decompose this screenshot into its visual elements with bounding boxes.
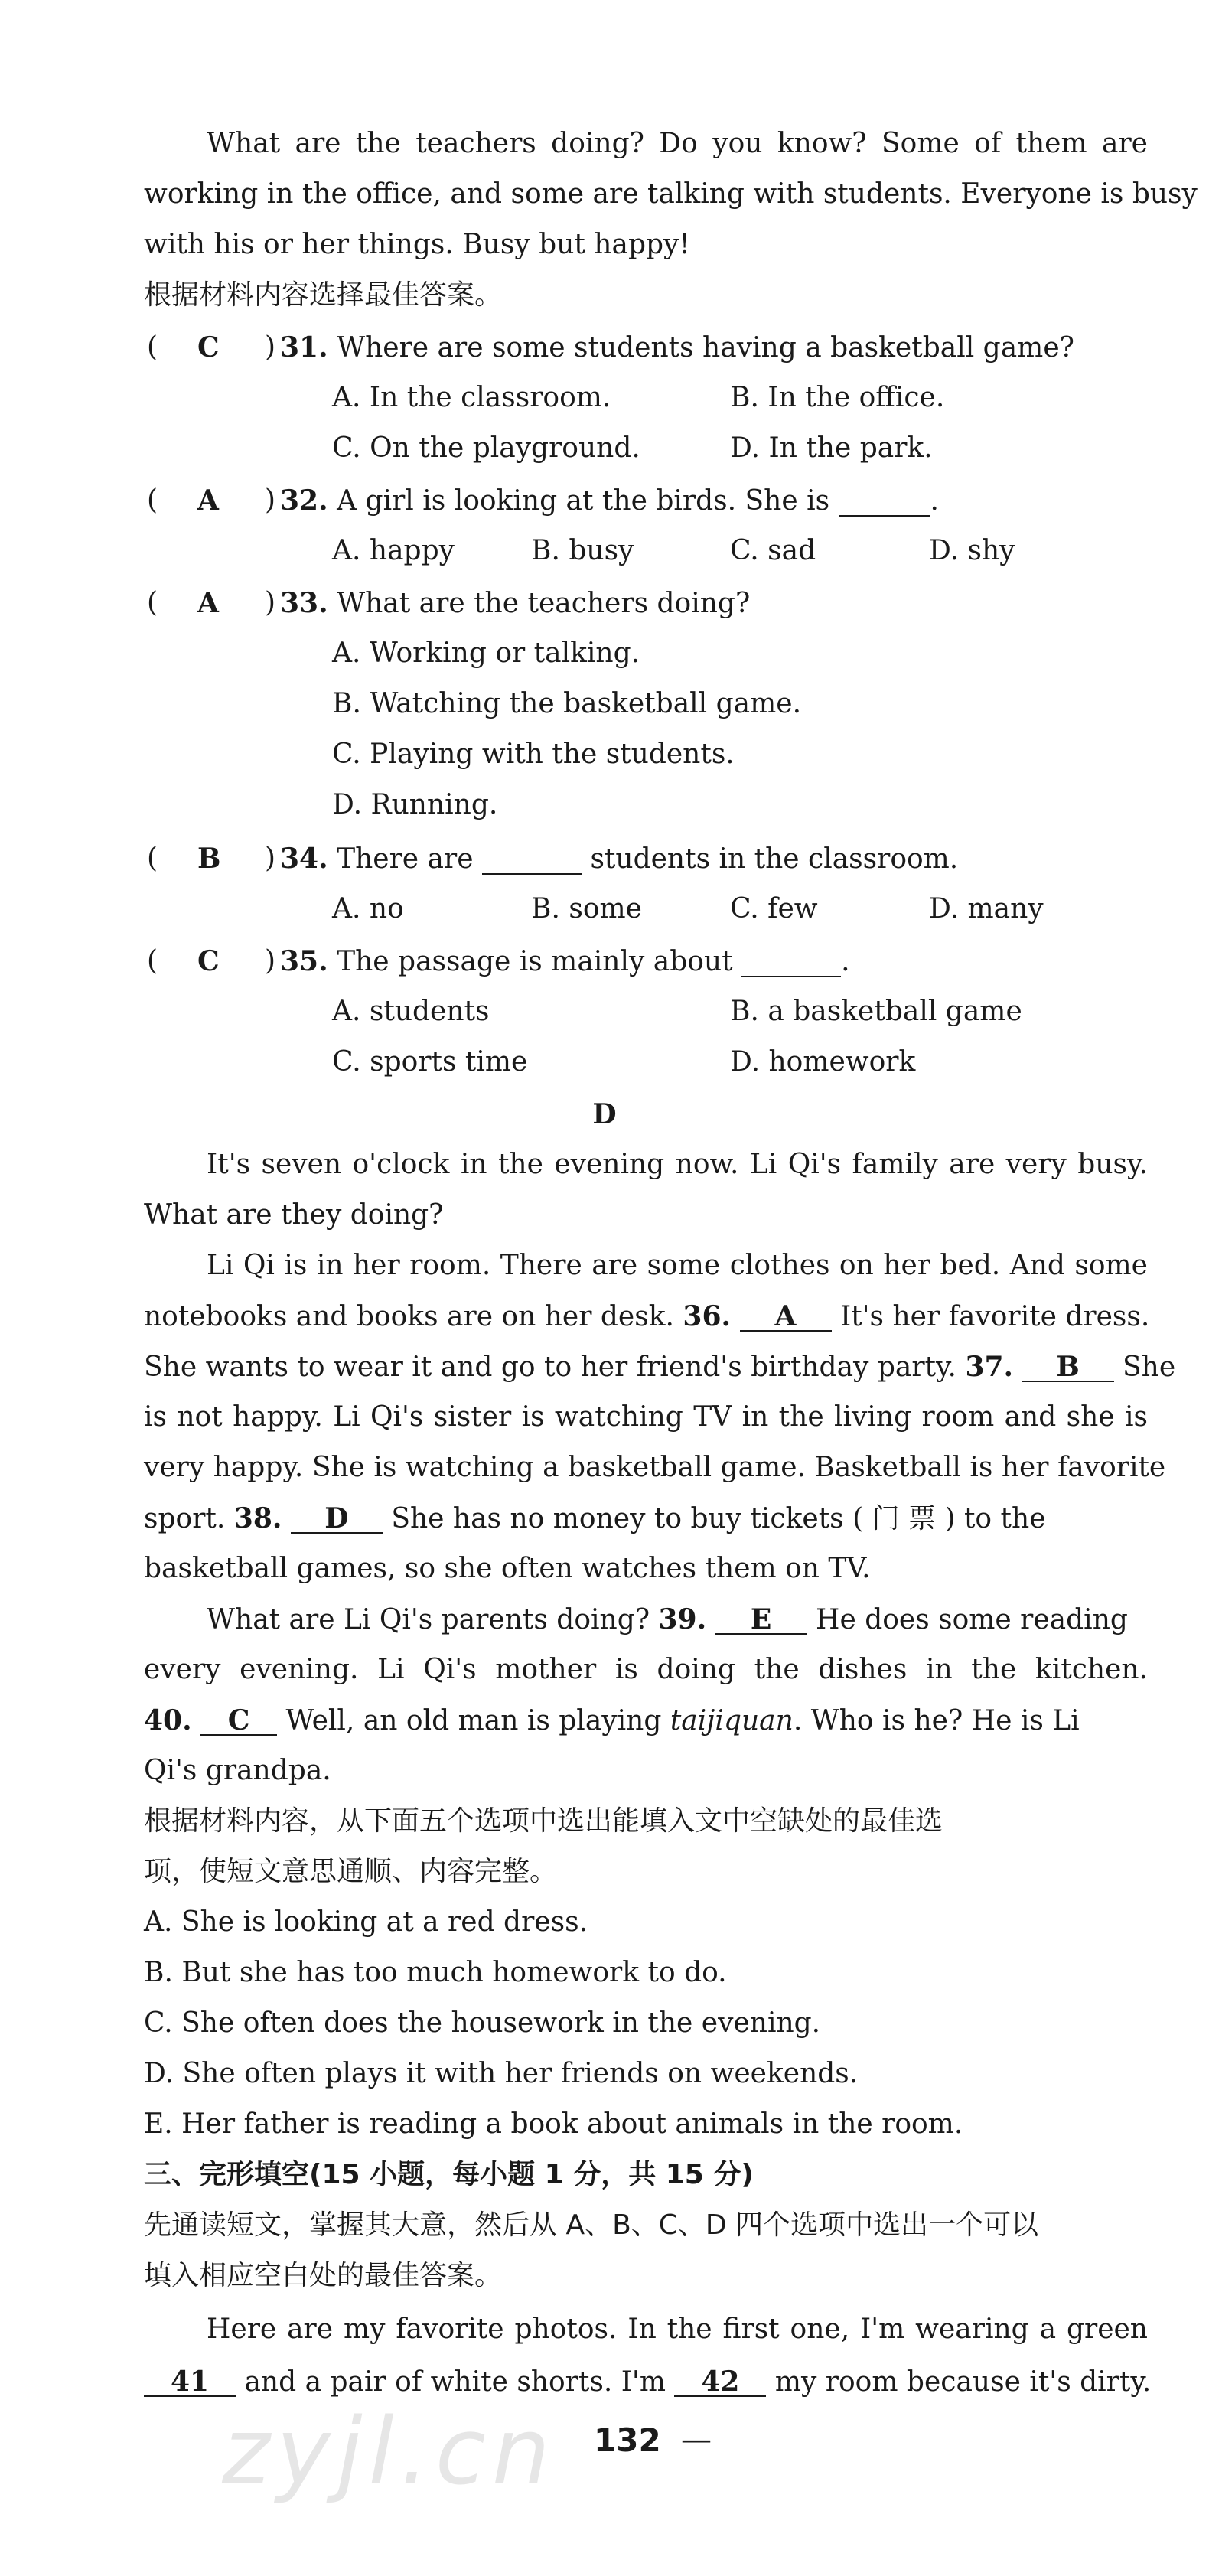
open-paren: ( xyxy=(147,484,158,516)
choice-option: E. Her father is reading a book about animals in the room. xyxy=(144,2108,963,2140)
question-number: 34. xyxy=(280,843,328,875)
option-a: A. happy xyxy=(332,535,455,566)
answer-blank xyxy=(482,846,582,875)
cloze-blank: 42 xyxy=(674,2368,766,2397)
question-text: What are the teachers doing? xyxy=(337,588,751,619)
question-stem: 32. A girl is looking at the birds. She is . xyxy=(280,484,939,517)
blank-number: 36. xyxy=(683,1300,732,1332)
passage-line: basketball games, so she often watches them on TV. xyxy=(144,1553,871,1584)
blank-number: 39. xyxy=(658,1603,707,1635)
passage-line: is not happy. Li Qi's sister is watching TV in the living room and she is xyxy=(144,1401,1148,1433)
option-b: B. a basketball game xyxy=(730,996,1022,1027)
option-a: A. Working or talking. xyxy=(332,637,640,669)
option-b: B. In the office. xyxy=(730,382,945,413)
close-paren: ) xyxy=(265,843,276,874)
blank-number: 40. xyxy=(144,1704,192,1736)
option-d: D. In the park. xyxy=(730,432,933,464)
blank-number: 38. xyxy=(233,1502,282,1534)
passage-line: What are they doing? xyxy=(144,1199,444,1231)
watermark-logo: zyjl.cn xyxy=(222,2399,556,2506)
answer-mark: C xyxy=(197,945,220,977)
option-c: C. few xyxy=(730,893,818,924)
passage-line: very happy. She is watching a basketball game. Basketball is her favorite xyxy=(144,1452,1166,1483)
open-paren: ( xyxy=(147,843,158,874)
page-dash: — xyxy=(681,2422,712,2457)
open-paren: ( xyxy=(147,945,158,977)
question-stem xyxy=(280,589,750,618)
option-a: A. no xyxy=(332,893,404,924)
section-heading: D xyxy=(592,1098,617,1130)
choice-option: A. She is looking at a red dress. xyxy=(144,1906,588,1938)
passage-line: It's seven o'clock in the evening now. Li Qi's family are very busy. xyxy=(207,1149,1148,1180)
answer-blank: C xyxy=(200,1707,277,1736)
passage-line: 40. C Well, an old man is playing taijiquan. Who is he? He is Li xyxy=(144,1704,1080,1736)
option-c: C. sad xyxy=(730,535,816,566)
option-c: C. On the playground. xyxy=(332,432,640,464)
option-d: D. Running. xyxy=(332,789,498,820)
answer-blank xyxy=(741,948,841,977)
answer-mark: C xyxy=(197,331,220,364)
question-text: The passage is mainly about xyxy=(337,946,733,977)
question-number: 35. xyxy=(280,945,328,977)
choice-option: B. But she has too much homework to do. xyxy=(144,1957,727,1988)
passage-line: 41 and a pair of white shorts. I'm 42 my room because it's dirty. xyxy=(144,2368,1151,2397)
instruction-text: 根据材料内容选择最佳答案。 xyxy=(144,279,503,311)
open-paren: ( xyxy=(147,587,158,618)
answer-mark: B xyxy=(197,843,221,875)
question-number: 33. xyxy=(280,587,328,619)
option-b: B. some xyxy=(531,893,642,924)
answer-blank: B xyxy=(1022,1353,1114,1382)
option-c: C. sports time xyxy=(332,1046,528,1078)
question-text: There are xyxy=(337,843,474,875)
question-text: A girl is looking at the birds. She is xyxy=(337,485,830,517)
question-number: 31. xyxy=(280,331,328,364)
page-number: 132 xyxy=(594,2421,661,2459)
passage-line: Qi's grandpa. xyxy=(144,1755,331,1786)
passage-line: Li Qi is in her room. There are some clothes on her bed. And some xyxy=(207,1250,1148,1281)
passage-line: What are Li Qi's parents doing? 39. E He does some reading xyxy=(207,1603,1128,1635)
option-a: A. students xyxy=(332,996,490,1027)
passage-line: notebooks and books are on her desk. 36. A It's her favorite dress. xyxy=(144,1300,1150,1332)
instruction-text: 项，使短文意思通顺、内容完整。 xyxy=(144,1856,558,1887)
passage-line: with his or her things. Busy but happy! xyxy=(144,229,690,260)
close-paren: ) xyxy=(265,587,276,618)
option-d: D. homework xyxy=(730,1046,916,1078)
instruction-text: 填入相应空白处的最佳答案。 xyxy=(144,2260,503,2291)
choice-option: D. She often plays it with her friends on weekends. xyxy=(144,2058,859,2089)
answer-blank xyxy=(839,487,930,517)
cloze-blank: 41 xyxy=(144,2368,236,2397)
blank-number: 37. xyxy=(965,1351,1014,1383)
passage-line: What are the teachers doing? Do you know? Some of them are xyxy=(207,128,1148,159)
close-paren: ) xyxy=(265,484,276,516)
option-d: D. many xyxy=(929,893,1044,924)
choice-option: C. She often does the housework in the evening. xyxy=(144,2007,821,2039)
answer-mark: A xyxy=(197,484,219,517)
passage-line: Here are my favorite photos. In the first one, I'm wearing a green xyxy=(207,2314,1148,2345)
close-paren: ) xyxy=(265,331,276,363)
option-b: B. Watching the basketball game. xyxy=(332,688,802,719)
question-stem: 35. The passage is mainly about . xyxy=(280,945,850,977)
question-text: Where are some students having a basketball game? xyxy=(337,332,1074,364)
answer-blank: A xyxy=(740,1303,832,1332)
option-b: B. busy xyxy=(531,535,634,566)
answer-blank: E xyxy=(715,1606,807,1635)
option-a: A. In the classroom. xyxy=(332,382,611,413)
answer-mark: A xyxy=(197,587,219,619)
passage-line: sport. 38. D She has no money to buy tickets ( 门 票 ) to the xyxy=(144,1502,1046,1534)
open-paren: ( xyxy=(147,331,158,363)
answer-blank: D xyxy=(291,1505,383,1534)
option-d: D. shy xyxy=(929,535,1015,566)
passage-line: working in the office, and some are talking with students. Everyone is busy xyxy=(144,178,1198,210)
question-stem xyxy=(280,845,958,875)
question-number: 32. xyxy=(280,484,328,517)
instruction-text: 先通读短文，掌握其大意，然后从 A、B、C、D 四个选项中选出一个可以 xyxy=(144,2209,1039,2241)
passage-line: every evening. Li Qi's mother is doing the dishes in the kitchen. xyxy=(144,1654,1148,1685)
question-stem xyxy=(280,331,1074,364)
close-paren: ) xyxy=(265,945,276,977)
option-c: C. Playing with the students. xyxy=(332,739,735,770)
passage-line: She wants to wear it and go to her friend's birthday party. 37. B She xyxy=(144,1351,1176,1383)
instruction-text: 根据材料内容，从下面五个选项中选出能填入文中空缺处的最佳选 xyxy=(144,1805,943,1837)
question-text: students in the classroom. xyxy=(590,843,959,875)
section-title: 三、完形填空(15 小题，每小题 1 分，共 15 分) xyxy=(144,2159,754,2190)
